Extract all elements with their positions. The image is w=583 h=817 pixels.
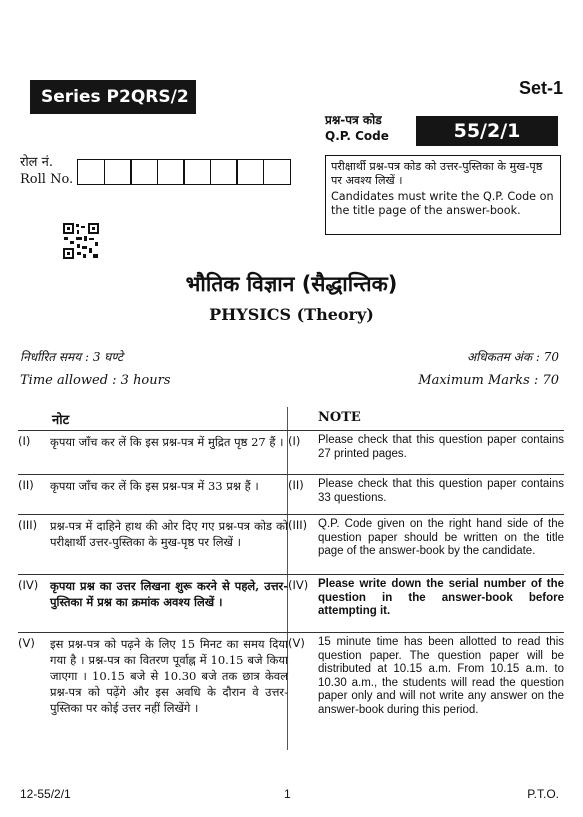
set-label: Set-1 (518, 78, 563, 98)
max-marks-en: Maximum Marks : 70 (418, 373, 559, 388)
qp-code-box: 55/2/1 (416, 116, 558, 146)
note-text-hi: इस प्रश्न-पत्र को पढ़ने के लिए 15 मिनट का समय दिया गया है । प्रश्न-पत्र का वितरण पूर्वाह्न में 10.15 बजे किया जाएगा । 10.15 बजे से 10.30 बजे तक छात्र केवल प्रश्न-पत्र को पढ़ेंगे और इस अवधि के दौरान वे उत्तर-पुस्तिका पर कोई उत्तर नहीं लिखेंगे । (50, 637, 288, 715)
max-marks-hi: अधिकतम अंक : 70 (466, 350, 559, 364)
note-number-en: (II) (288, 478, 304, 492)
qp-code-label-hi: प्रश्न-पत्र कोड (325, 113, 382, 127)
roll-label-hi: रोल नं. (20, 155, 53, 170)
roll-digit-box[interactable] (263, 159, 291, 185)
note-header-en: NOTE (318, 410, 361, 425)
qr-code-icon (62, 222, 100, 260)
note-text-hi: प्रश्न-पत्र में दाहिने हाथ की ओर दिए गए प्रश्न-पत्र कोड को परीक्षार्थी उत्तर-पुस्तिका के मुख-पृष्ठ पर लिखें । (50, 519, 288, 549)
note-row (18, 574, 564, 631)
note-number-en: (V) (288, 636, 305, 650)
qp-code-label-en: Q.P. Code (325, 129, 389, 143)
notice-en: Candidates must write the Q.P. Code on the title page of the answer-book. (331, 190, 554, 217)
roll-digit-box[interactable] (210, 159, 238, 185)
note-number-en: (III) (288, 518, 308, 532)
roll-digit-box[interactable] (130, 159, 158, 185)
title-english: PHYSICS (Theory) (209, 305, 374, 324)
note-row (18, 514, 564, 573)
note-number-hi: (III) (18, 518, 38, 532)
time-allowed-en: Time allowed : 3 hours (20, 373, 171, 388)
note-text-en: Q.P. Code given on the right hand side of the question paper should be written on the title page of the answer-book by the candidate. (318, 518, 564, 557)
roll-digit-box[interactable] (104, 159, 132, 185)
roll-digit-box[interactable] (157, 159, 185, 185)
note-text-en: Please check that this question paper contains 27 printed pages. (318, 434, 564, 460)
note-text-en: Please write down the serial number of the question in the answer-book before attempting it. (318, 578, 564, 617)
note-number-hi: (I) (18, 434, 31, 448)
time-allowed-hi: निर्धारित समय : 3 घण्टे (20, 350, 124, 364)
note-number-hi: (V) (18, 636, 35, 650)
roll-number-boxes[interactable] (77, 159, 289, 185)
note-text-hi: कृपया जाँच कर लें कि इस प्रश्न-पत्र में मुद्रित पृष्ठ 27 हैं । (50, 435, 284, 449)
footer-code: 12-55/2/1 (20, 787, 71, 801)
note-text-en: 15 minute time has been allotted to read this question paper. The question paper will be distributed at 10.15 a.m. From 10.15 a.m. to 10.30 a.m., the students will read the question paper only and will not write any answer on the answer-book during this period. (318, 636, 564, 716)
notice-hi: परीक्षार्थी प्रश्न-पत्र कोड को उत्तर-पुस्तिका के मुख-पृष्ठ पर अवश्य लिखें । (331, 160, 543, 187)
page-number: 1 (284, 787, 291, 801)
note-row (18, 474, 564, 515)
qp-code-label (325, 112, 389, 144)
pto-label: P.T.O. (527, 787, 559, 801)
title-hindi: भौतिक विज्ञान (सैद्धान्तिक) (185, 272, 398, 296)
series-badge: Series P2QRS/2 (30, 80, 196, 114)
note-row (18, 632, 564, 751)
note-number-en: (IV) (288, 578, 309, 592)
note-number-hi: (II) (18, 478, 34, 492)
roll-digit-box[interactable] (183, 159, 211, 185)
note-number-hi: (IV) (18, 578, 39, 592)
roll-digit-box[interactable] (77, 159, 105, 185)
roll-digit-box[interactable] (236, 159, 264, 185)
note-text-hi: कृपया प्रश्न का उत्तर लिखना शुरू करने से पहले, उत्तर-पुस्तिका में प्रश्न का क्रमांक अवश्य लिखें । (50, 579, 288, 609)
candidate-notice (325, 155, 561, 235)
note-number-en: (I) (288, 434, 301, 448)
note-header-hi: नोट (52, 413, 70, 428)
note-text-hi: कृपया जाँच कर लें कि इस प्रश्न-पत्र में 33 प्रश्न हैं । (50, 479, 259, 493)
note-row (18, 430, 564, 473)
roll-label-en: Roll No. (20, 172, 74, 187)
note-text-en: Please check that this question paper contains 33 questions. (318, 478, 564, 504)
roll-label (20, 154, 73, 188)
